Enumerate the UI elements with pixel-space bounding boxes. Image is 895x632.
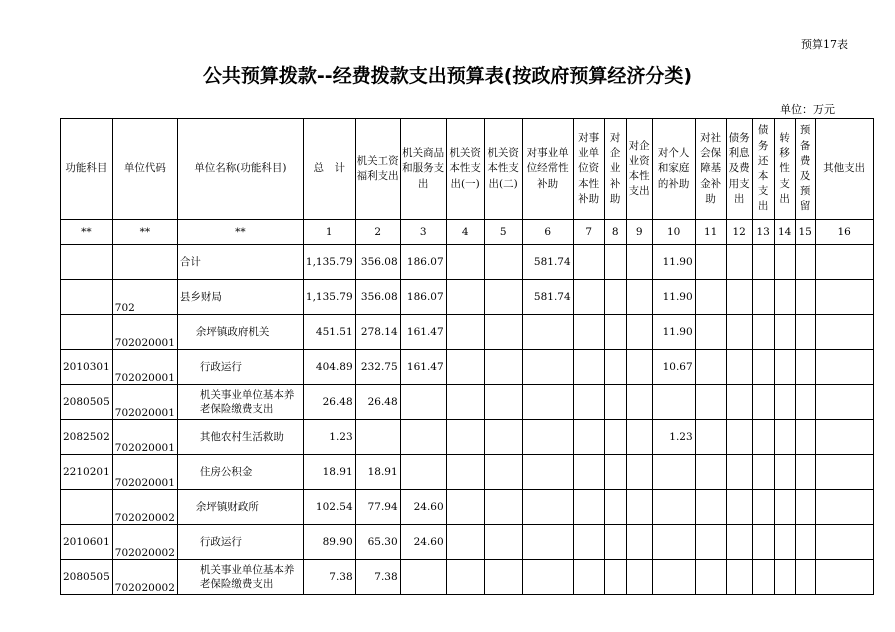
header-transfer: 转移性支出	[774, 119, 795, 220]
cell-goods-services	[400, 560, 446, 595]
header-enterprise-capital: 对企业资本性支出	[626, 119, 652, 220]
cell-enterprise-subsidy	[604, 455, 626, 490]
cell-capital-1	[446, 315, 484, 350]
cell-debt-interest	[726, 315, 752, 350]
cell-household	[652, 525, 695, 560]
cell-inst-regular	[522, 350, 573, 385]
cell-enterprise-subsidy	[604, 490, 626, 525]
header-social-security: 对社会保障基金补助	[695, 119, 726, 220]
cell-social-security	[695, 385, 726, 420]
cell-household: 11.90	[652, 280, 695, 315]
cell-unit-code: 702020002	[112, 490, 177, 525]
cell-capital-1	[446, 385, 484, 420]
cell-goods-services: 161.47	[400, 350, 446, 385]
cell-salary: 356.08	[355, 280, 400, 315]
header-salary: 机关工资福利支出	[355, 119, 400, 220]
cell-social-security	[695, 455, 726, 490]
cell-debt-principal	[752, 385, 774, 420]
cell-salary: 77.94	[355, 490, 400, 525]
cell-total: 18.91	[303, 455, 355, 490]
cell-function-code: 2080505	[61, 560, 113, 595]
cell-other	[815, 315, 873, 350]
cell-unit-code: 702020001	[112, 385, 177, 420]
cell-social-security	[695, 350, 726, 385]
header-capital-2: 机关资本性支出(二)	[484, 119, 522, 220]
cell-capital-1	[446, 280, 484, 315]
cell-inst-capital	[573, 245, 604, 280]
cell-function-code: 2080505	[61, 385, 113, 420]
cell-enterprise-subsidy	[604, 245, 626, 280]
table-row	[61, 560, 874, 595]
cell-debt-interest	[726, 455, 752, 490]
cell-debt-principal	[752, 245, 774, 280]
cell-unit-code: 702	[112, 280, 177, 315]
index-reserve: 15	[795, 220, 815, 245]
cell-total: 1.23	[303, 420, 355, 455]
index-enterprise-capital: 9	[626, 220, 652, 245]
cell-transfer	[774, 525, 795, 560]
index-household: 10	[652, 220, 695, 245]
index-unit-code: **	[112, 220, 177, 245]
cell-salary: 18.91	[355, 455, 400, 490]
cell-capital-1	[446, 245, 484, 280]
cell-total: 102.54	[303, 490, 355, 525]
cell-inst-capital	[573, 350, 604, 385]
cell-inst-capital	[573, 490, 604, 525]
cell-enterprise-capital	[626, 385, 652, 420]
cell-capital-1	[446, 525, 484, 560]
index-social-security: 11	[695, 220, 726, 245]
cell-function-code: 2010601	[61, 525, 113, 560]
cell-goods-services: 186.07	[400, 245, 446, 280]
cell-transfer	[774, 420, 795, 455]
cell-unit-code: 702020002	[112, 560, 177, 595]
cell-unit-name: 机关事业单位基本养老保险缴费支出	[177, 385, 303, 420]
cell-reserve	[795, 245, 815, 280]
header-total: 总 计	[303, 119, 355, 220]
index-salary: 2	[355, 220, 400, 245]
unit-label: 单位：万元	[780, 103, 835, 116]
cell-other	[815, 385, 873, 420]
cell-inst-capital	[573, 280, 604, 315]
cell-function-code	[61, 245, 113, 280]
cell-household	[652, 385, 695, 420]
index-goods-services: 3	[400, 220, 446, 245]
cell-household: 11.90	[652, 315, 695, 350]
cell-capital-1	[446, 560, 484, 595]
cell-goods-services	[400, 420, 446, 455]
cell-other	[815, 455, 873, 490]
cell-capital-2	[484, 455, 522, 490]
cell-debt-interest	[726, 560, 752, 595]
cell-reserve	[795, 385, 815, 420]
cell-goods-services: 161.47	[400, 315, 446, 350]
cell-total: 451.51	[303, 315, 355, 350]
cell-inst-regular	[522, 385, 573, 420]
cell-other	[815, 525, 873, 560]
cell-salary: 65.30	[355, 525, 400, 560]
cell-function-code	[61, 280, 113, 315]
cell-social-security	[695, 245, 726, 280]
cell-function-code: 2010301	[61, 350, 113, 385]
cell-social-security	[695, 315, 726, 350]
index-debt-interest: 12	[726, 220, 752, 245]
cell-other	[815, 490, 873, 525]
cell-inst-regular: 581.74	[522, 280, 573, 315]
cell-enterprise-subsidy	[604, 420, 626, 455]
cell-capital-1	[446, 455, 484, 490]
cell-unit-name: 余坪镇财政所	[177, 490, 303, 525]
cell-reserve	[795, 420, 815, 455]
header-goods-services: 机关商品和服务支出	[400, 119, 446, 220]
cell-enterprise-subsidy	[604, 350, 626, 385]
table-row	[61, 315, 874, 350]
cell-total: 26.48	[303, 385, 355, 420]
cell-inst-regular	[522, 315, 573, 350]
cell-debt-interest	[726, 280, 752, 315]
cell-total: 1,135.79	[303, 245, 355, 280]
cell-debt-principal	[752, 490, 774, 525]
index-unit-name: **	[177, 220, 303, 245]
cell-inst-capital	[573, 455, 604, 490]
cell-enterprise-capital	[626, 490, 652, 525]
index-capital-1: 4	[446, 220, 484, 245]
cell-reserve	[795, 490, 815, 525]
cell-household	[652, 560, 695, 595]
cell-debt-interest	[726, 350, 752, 385]
cell-salary	[355, 420, 400, 455]
cell-enterprise-subsidy	[604, 385, 626, 420]
cell-debt-interest	[726, 245, 752, 280]
cell-capital-2	[484, 315, 522, 350]
cell-unit-name: 机关事业单位基本养老保险缴费支出	[177, 560, 303, 595]
budget-table	[60, 118, 874, 595]
cell-debt-principal	[752, 350, 774, 385]
cell-other	[815, 420, 873, 455]
cell-capital-1	[446, 420, 484, 455]
cell-social-security	[695, 560, 726, 595]
cell-unit-code: 702020002	[112, 525, 177, 560]
header-debt-interest: 债务利息及费用支出	[726, 119, 752, 220]
cell-other	[815, 560, 873, 595]
cell-debt-principal	[752, 525, 774, 560]
header-unit-name: 单位名称(功能科目)	[177, 119, 303, 220]
cell-function-code	[61, 315, 113, 350]
cell-capital-2	[484, 490, 522, 525]
cell-debt-principal	[752, 315, 774, 350]
cell-social-security	[695, 490, 726, 525]
document-code: 预算17表	[801, 38, 848, 51]
cell-social-security	[695, 280, 726, 315]
table-row	[61, 490, 874, 525]
table-row	[61, 420, 874, 455]
cell-total: 1,135.79	[303, 280, 355, 315]
cell-other	[815, 350, 873, 385]
cell-salary: 232.75	[355, 350, 400, 385]
cell-enterprise-subsidy	[604, 525, 626, 560]
header-inst-capital: 对事业单位资本性补助	[573, 119, 604, 220]
cell-unit-name: 行政运行	[177, 525, 303, 560]
cell-goods-services: 24.60	[400, 490, 446, 525]
cell-inst-capital	[573, 315, 604, 350]
table-row	[61, 455, 874, 490]
cell-capital-2	[484, 245, 522, 280]
cell-unit-code: 702020001	[112, 420, 177, 455]
cell-enterprise-subsidy	[604, 280, 626, 315]
page-title: 公共预算拨款--经费拨款支出预算表(按政府预算经济分类)	[202, 65, 693, 87]
cell-total: 89.90	[303, 525, 355, 560]
header-reserve: 预备费及预留	[795, 119, 815, 220]
cell-unit-code: 702020001	[112, 350, 177, 385]
header-inst-regular: 对事业单位经常性补助	[522, 119, 573, 220]
cell-transfer	[774, 245, 795, 280]
table-row	[61, 350, 874, 385]
cell-inst-capital	[573, 420, 604, 455]
cell-capital-1	[446, 490, 484, 525]
cell-household	[652, 490, 695, 525]
cell-salary: 26.48	[355, 385, 400, 420]
cell-capital-2	[484, 350, 522, 385]
index-total: 1	[303, 220, 355, 245]
cell-household: 10.67	[652, 350, 695, 385]
cell-household	[652, 455, 695, 490]
cell-inst-capital	[573, 525, 604, 560]
cell-social-security	[695, 525, 726, 560]
table-row	[61, 525, 874, 560]
cell-inst-regular	[522, 420, 573, 455]
cell-transfer	[774, 560, 795, 595]
cell-inst-capital	[573, 385, 604, 420]
cell-inst-regular	[522, 455, 573, 490]
cell-unit-name: 余坪镇政府机关	[177, 315, 303, 350]
cell-social-security	[695, 420, 726, 455]
cell-debt-interest	[726, 490, 752, 525]
cell-debt-principal	[752, 280, 774, 315]
cell-unit-name: 其他农村生活救助	[177, 420, 303, 455]
cell-function-code	[61, 490, 113, 525]
cell-reserve	[795, 560, 815, 595]
cell-reserve	[795, 280, 815, 315]
header-debt-principal: 债务还本支出	[752, 119, 774, 220]
cell-inst-regular	[522, 560, 573, 595]
cell-debt-interest	[726, 525, 752, 560]
cell-transfer	[774, 490, 795, 525]
cell-goods-services: 24.60	[400, 525, 446, 560]
cell-debt-principal	[752, 560, 774, 595]
cell-capital-2	[484, 420, 522, 455]
header-unit-code: 单位代码	[112, 119, 177, 220]
cell-salary: 7.38	[355, 560, 400, 595]
cell-capital-1	[446, 350, 484, 385]
cell-household: 1.23	[652, 420, 695, 455]
cell-goods-services	[400, 385, 446, 420]
cell-unit-code: 702020001	[112, 315, 177, 350]
header-capital-1: 机关资本性支出(一)	[446, 119, 484, 220]
cell-enterprise-subsidy	[604, 560, 626, 595]
table-row	[61, 245, 874, 280]
cell-transfer	[774, 280, 795, 315]
cell-total: 7.38	[303, 560, 355, 595]
cell-other	[815, 280, 873, 315]
cell-goods-services: 186.07	[400, 280, 446, 315]
cell-capital-2	[484, 525, 522, 560]
cell-unit-name: 住房公积金	[177, 455, 303, 490]
cell-transfer	[774, 315, 795, 350]
cell-enterprise-capital	[626, 455, 652, 490]
cell-unit-name: 县乡财局	[177, 280, 303, 315]
index-capital-2: 5	[484, 220, 522, 245]
cell-debt-principal	[752, 455, 774, 490]
cell-capital-2	[484, 280, 522, 315]
cell-function-code: 2210201	[61, 455, 113, 490]
cell-unit-code	[112, 245, 177, 280]
header-enterprise-subsidy: 对企业补助	[604, 119, 626, 220]
cell-inst-regular: 581.74	[522, 245, 573, 280]
cell-function-code: 2082502	[61, 420, 113, 455]
cell-debt-interest	[726, 420, 752, 455]
cell-debt-interest	[726, 385, 752, 420]
cell-enterprise-capital	[626, 525, 652, 560]
header-function-code: 功能科目	[61, 119, 113, 220]
index-other: 16	[815, 220, 873, 245]
cell-enterprise-capital	[626, 245, 652, 280]
cell-capital-2	[484, 385, 522, 420]
index-inst-capital: 7	[573, 220, 604, 245]
cell-salary: 278.14	[355, 315, 400, 350]
cell-inst-regular	[522, 490, 573, 525]
cell-transfer	[774, 385, 795, 420]
header-row	[61, 119, 874, 220]
cell-other	[815, 245, 873, 280]
cell-inst-regular	[522, 525, 573, 560]
cell-capital-2	[484, 560, 522, 595]
index-transfer: 14	[774, 220, 795, 245]
header-household: 对个人和家庭的补助	[652, 119, 695, 220]
table-row	[61, 385, 874, 420]
cell-inst-capital	[573, 560, 604, 595]
cell-enterprise-subsidy	[604, 315, 626, 350]
index-inst-regular: 6	[522, 220, 573, 245]
cell-debt-principal	[752, 420, 774, 455]
cell-enterprise-capital	[626, 315, 652, 350]
cell-unit-name: 行政运行	[177, 350, 303, 385]
cell-unit-code: 702020001	[112, 455, 177, 490]
cell-total: 404.89	[303, 350, 355, 385]
cell-enterprise-capital	[626, 560, 652, 595]
header-other: 其他支出	[815, 119, 873, 220]
cell-transfer	[774, 455, 795, 490]
cell-enterprise-capital	[626, 350, 652, 385]
cell-reserve	[795, 315, 815, 350]
cell-enterprise-capital	[626, 280, 652, 315]
cell-salary: 356.08	[355, 245, 400, 280]
cell-reserve	[795, 455, 815, 490]
cell-reserve	[795, 350, 815, 385]
cell-goods-services	[400, 455, 446, 490]
cell-enterprise-capital	[626, 420, 652, 455]
index-function-code: **	[61, 220, 113, 245]
cell-reserve	[795, 525, 815, 560]
index-enterprise-subsidy: 8	[604, 220, 626, 245]
cell-transfer	[774, 350, 795, 385]
cell-household: 11.90	[652, 245, 695, 280]
cell-unit-name: 合计	[177, 245, 303, 280]
table-row	[61, 280, 874, 315]
index-row	[61, 220, 874, 245]
index-debt-principal: 13	[752, 220, 774, 245]
